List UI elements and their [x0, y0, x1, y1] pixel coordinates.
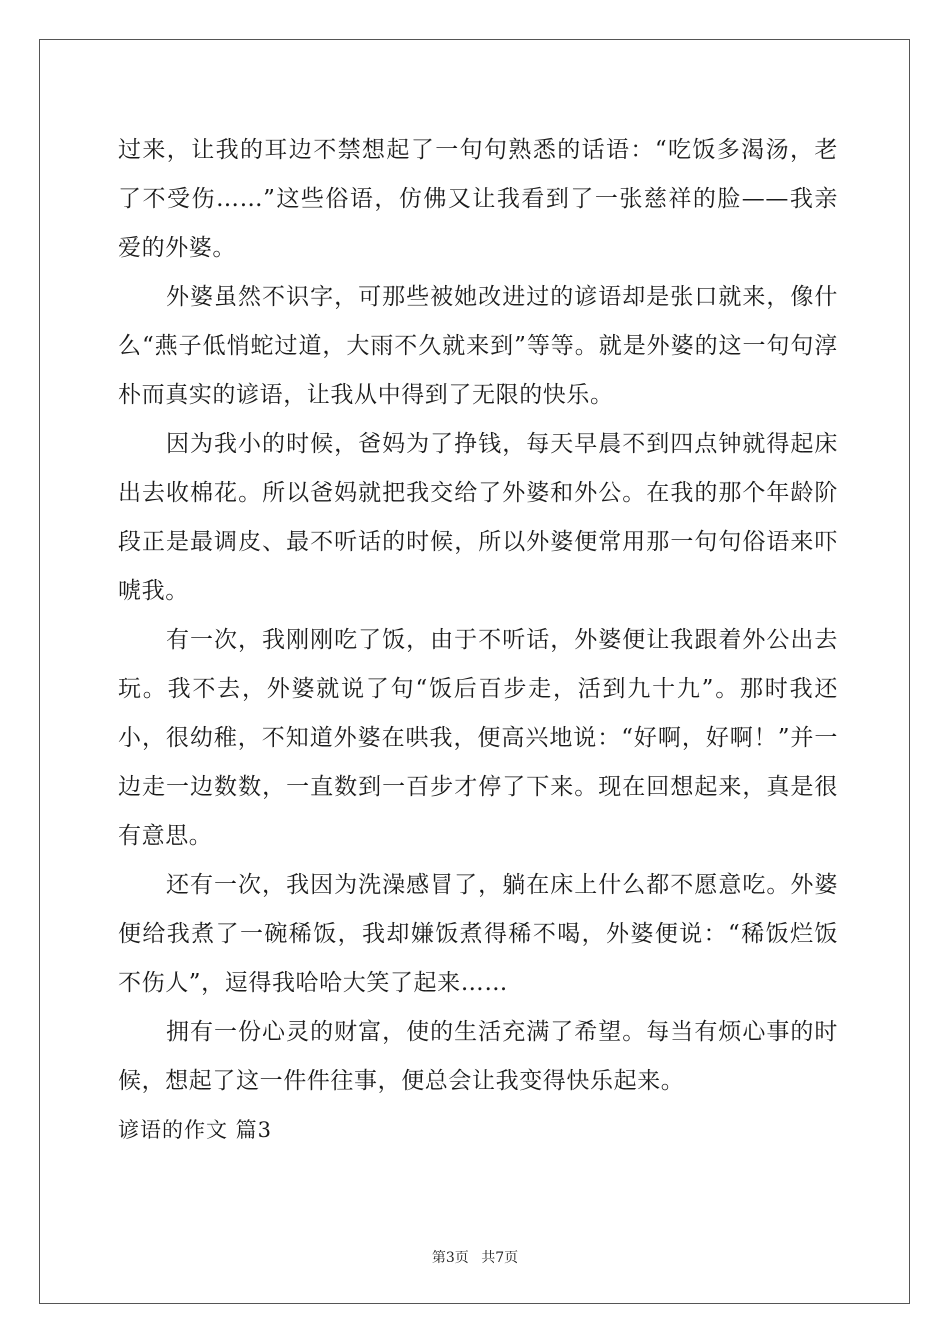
page-footer [0, 1247, 950, 1267]
document-body [118, 126, 838, 1155]
paragraph-1: 过来，让我的耳边不禁想起了一句句熟悉的话语：“吃饭多渴汤，老了不受伤……”这些俗语，仿佛又让我看到了一张慈祥的脸——我亲爱的外婆。 [118, 137, 838, 261]
paragraph-2: 外婆虽然不识字，可那些被她改进过的谚语却是张口就来，像什么“燕子低悄蛇过道，大雨不久就来到”等等。就是外婆的这一句句淳朴而真实的谚语，让我从中得到了无限的快乐。 [118, 284, 838, 408]
paragraph-6: 拥有一份心灵的财富，使的生活充满了希望。每当有烦心事的时候，想起了这一件件往事，便总会让我变得快乐起来。 [118, 1019, 838, 1094]
page-number: 第3页 [431, 1250, 469, 1266]
paragraph-3: 因为我小的时候，爸妈为了挣钱，每天早晨不到四点钟就得起床出去收棉花。所以爸妈就把我交给了外婆和外公。在我的那个年龄阶段正是最调皮、最不听话的时候，所以外婆便常用那一句句俗语来吓唬我。 [118, 431, 838, 604]
paragraph-4: 有一次，我刚刚吃了饭，由于不听话，外婆便让我跟着外公出去玩。我不去，外婆就说了句“饭后百步走，活到九十九”。那时我还小，很幼稚，不知道外婆在哄我，便高兴地说：“好啊，好啊！”并一边走一边数数，一直数到一百步才停了下来。现在回想起来，真是很有意思。 [118, 627, 838, 849]
total-pages: 共7页 [481, 1250, 519, 1266]
paragraph-5: 还有一次，我因为洗澡感冒了，躺在床上什么都不愿意吃。外婆便给我煮了一碗稀饭，我却嫌饭煮得稀不喝，外婆便说：“稀饭烂饭不伤人”，逗得我哈哈大笑了起来…… [118, 872, 838, 996]
section-heading: 谚语的作文 篇3 [118, 1118, 273, 1142]
